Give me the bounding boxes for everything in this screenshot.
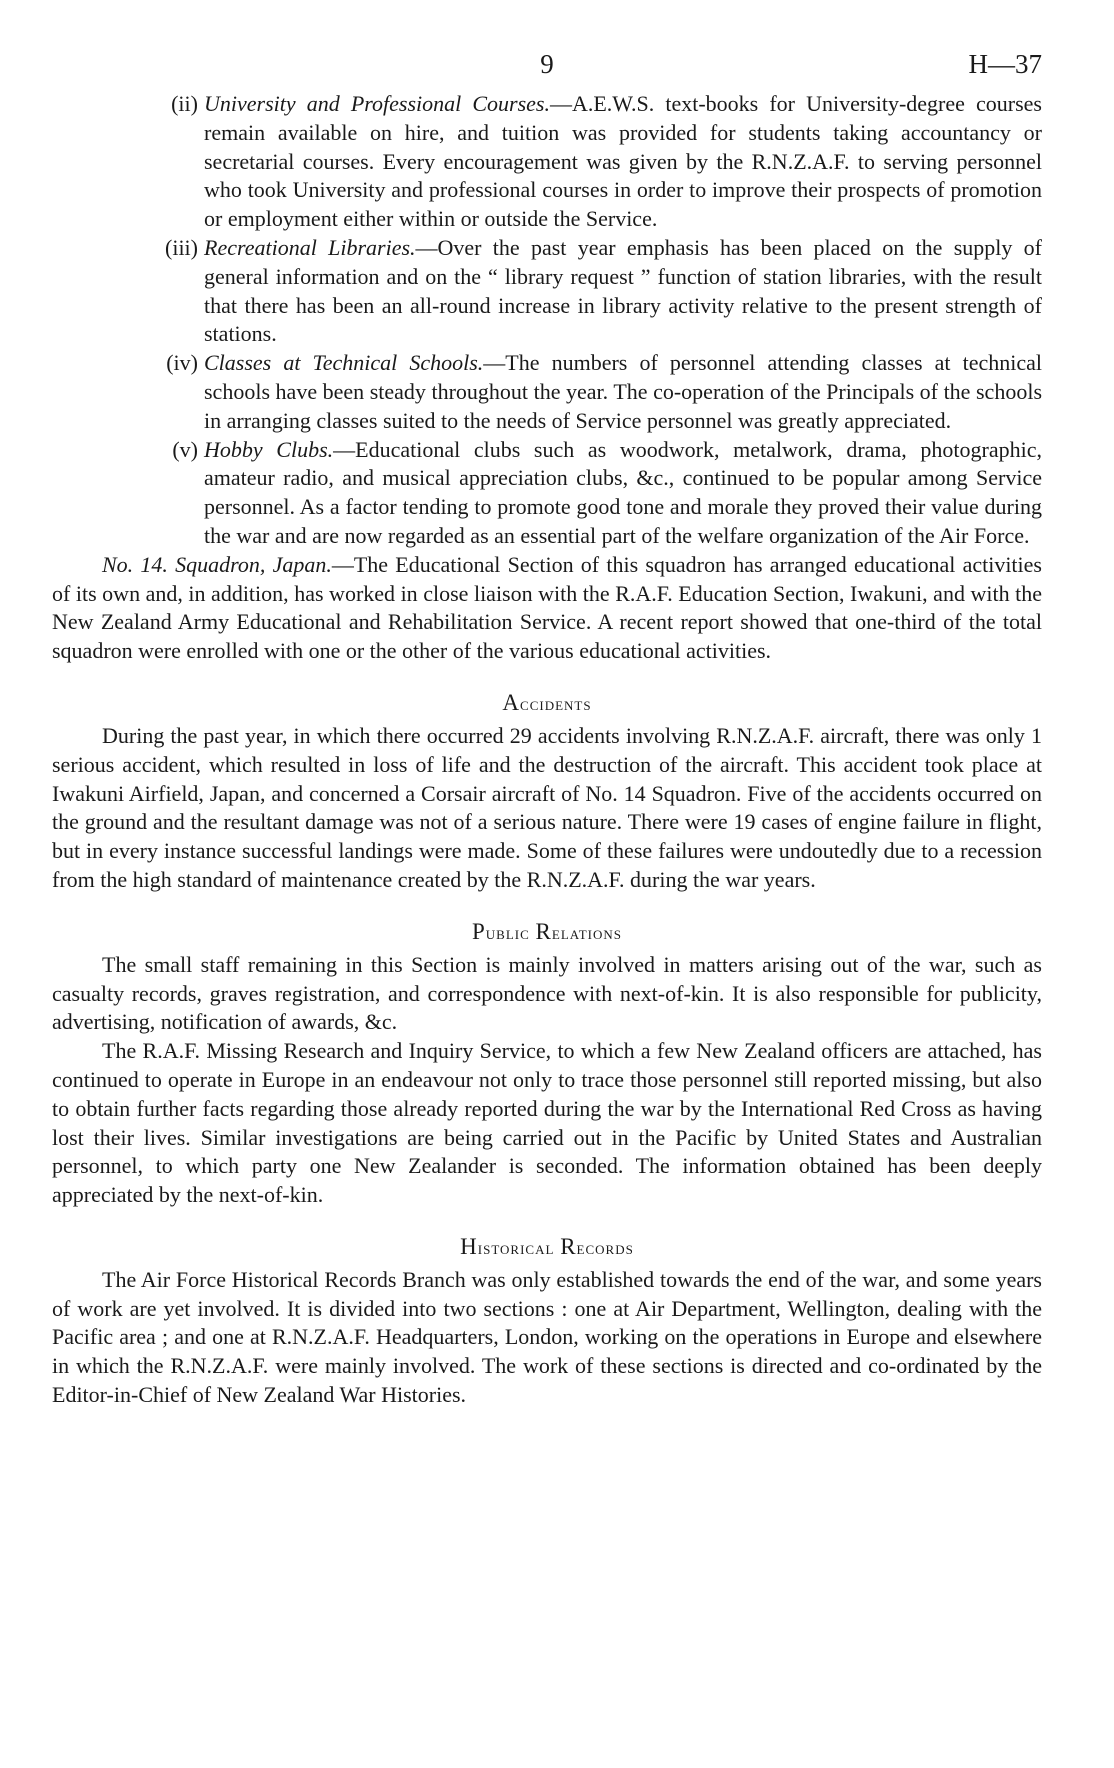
item-text: —A.E.W.S. text-books for University-degree courses remain available on hire, and tuition was provided for students taking accountancy or secretarial courses. Every encouragement was given by the R.N.Z.A.F. to serving personnel who took University and professional courses in order to improve their prospects of promotion or employment either within or outside the Service.: [204, 91, 1042, 232]
section-heading-historical-records: Historical Records: [460, 1233, 634, 1259]
item-title: Classes at Technical Schools.: [204, 350, 484, 376]
public-relations-paragraph: The small staff remaining in this Section is mainly involved in matters arising out of the war, such as casualty records, graves registration, and correspondence with next-of-kin. It is also responsible for publicity, advertising, notification of awards, &c.: [52, 951, 1042, 1035]
item-marker: (iv): [166, 350, 198, 376]
item-title: University and Professional Courses.: [204, 91, 550, 116]
item-text: —Over the past year emphasis has been placed on the supply of general information and on the “ library request ” function of station libraries, with the result that there has been an all-round increase in library activity relative to the present strength of stations.: [204, 234, 1042, 347]
list-item: [52, 349, 1042, 435]
list-item: [52, 234, 1042, 349]
item-paragraph: [204, 90, 1042, 234]
public-relations-paragraph: The R.A.F. Missing Research and Inquiry Service, to which a few New Zealand officers are attached, has continued to operate in Europe in an endeavour not only to trace those personnel still reported missing, but also to obtain further facts regarding those already reported during the war by the International Red Cross as having lost their lives. Similar investigations are being carried out in the Pacific by United States and Australian personnel, to which party one New Zealander is seconded. The information obtained has been deeply appreciated by the next-of-kin.: [52, 1038, 1042, 1208]
list-item: [52, 436, 1042, 551]
page-reference: H—37: [968, 49, 1042, 79]
item-marker: (iii): [165, 234, 198, 260]
item-title: Recreational Libraries.: [204, 234, 416, 260]
accidents-paragraph: During the past year, in which there occurred 29 accidents involving R.N.Z.A.F. aircraft, there was only 1 serious accident, which resulted in loss of life and the destruction of the aircraft. This accident took place at Iwakuni Airfield, Japan, and concerned a Corsair aircraft of No. 14 Squadron. Five of the accidents occurred on the ground and the resultant damage was not of a serious nature. There were 19 cases of engine failure in flight, but in every instance successful landings were made. Some of these failures were undoutedly due to a recession from the high standard of maintenance created by the R.N.Z.A.F. during the war years.: [52, 722, 1042, 892]
item-paragraph: [204, 436, 1042, 551]
squadron-paragraph: [52, 551, 1042, 666]
item-title: Hobby Clubs.: [204, 436, 334, 462]
historical-records-paragraph: The Air Force Historical Records Branch was only established towards the end of the war, and some years of work are yet involved. It is divided into two sections : one at Air Department, Wellington, dealing with the Pacific area ; and one at R.N.Z.A.F. Headquarters, London, working on the operations in Europe and elsewhere in which the R.N.Z.A.F. were mainly involved. The work of these sections is directed and co-ordinated by the Editor-in-Chief of New Zealand War Histories.: [52, 1266, 1042, 1408]
squadron-text: —The Educational Section of this squadron has arranged educational activities of its own and, in addition, has worked in close liaison with the R.A.F. Education Section, Iwakuni, and with the New Zealand Army Educational and Rehabilitation Service. A recent report showed that one-third of the total squadron were enrolled with one or the other of the various educational activities.: [52, 551, 1042, 664]
item-marker: (ii): [171, 91, 198, 116]
section-heading-public-relations: Public Relations: [472, 918, 622, 944]
page-number: 9: [540, 49, 554, 79]
item-text: —The numbers of personnel attending classes at technical schools have been steady throughout the year. The co-operation of the Principals of the schools in arranging classes suited to the needs of Service personnel was greatly appreciated.: [204, 350, 1042, 433]
page-header: [52, 48, 1042, 90]
item-paragraph: [204, 234, 1042, 349]
squadron-title: No. 14. Squadron, Japan.: [102, 551, 332, 577]
item-paragraph: [204, 349, 1042, 435]
section-heading-accidents: Accidents: [502, 689, 592, 715]
list-item: [52, 90, 1042, 234]
item-marker: (v): [172, 436, 198, 462]
item-text: —Educational clubs such as woodwork, metalwork, drama, photographic, amateur radio, and musical appreciation clubs, &c., continued to be popular among Service personnel. As a factor tending to promote good tone and morale they proved their value during the war and are now regarded as an essential part of the welfare organization of the Air Force.: [204, 436, 1043, 548]
document-page: [52, 48, 1042, 1410]
